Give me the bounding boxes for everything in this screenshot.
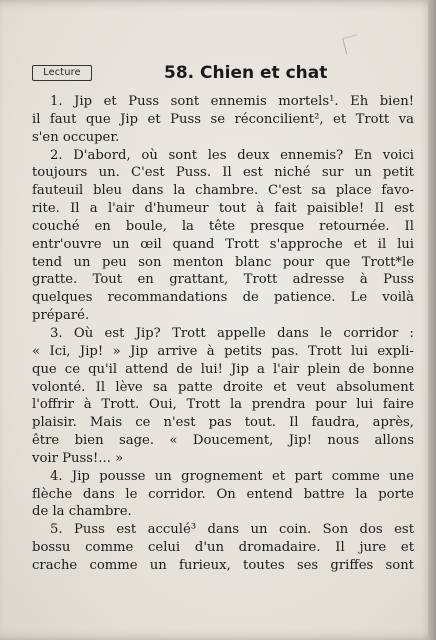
text-line: gratte. Tout en grattant, Trott adresse à Puss — [32, 272, 414, 288]
text-line: voir Puss!... » — [32, 450, 124, 466]
text-line: rite. Il a l'air d'humeur tout à fait paisible! Il est — [32, 201, 414, 217]
text-line: plaisir. Mais ce n'est pas tout. Il faudra, après, — [32, 415, 414, 431]
text-line: être bien sage. « Doucement, Jip! nous allons — [32, 433, 414, 449]
text-line: bossu comme celui d'un dromadaire. Il jure et — [32, 540, 414, 556]
text-line: entr'ouvre un œil quand Trott s'approche et il lui — [32, 236, 414, 252]
text-line: que ce qu'il attend de lui! Jip a l'air plein de bonne — [32, 361, 414, 377]
page-crease-mark — [342, 34, 361, 54]
text-line: quelques recommandations de patience. Le voilà — [32, 290, 414, 306]
text-line: 1. Jip et Puss sont ennemis mortels¹. Eh bien! — [50, 94, 414, 109]
text-body — [32, 93, 414, 575]
text-line: 5. Puss est acculé³ dans un coin. Son dos est — [50, 522, 414, 538]
text-line: 2. D'abord, où sont les deux ennemis? En voici — [50, 147, 414, 163]
text-line: s'en occuper. — [32, 129, 120, 145]
text-line: fauteuil bleu dans la chambre. C'est sa place favo- — [32, 183, 414, 199]
text-line: de la chambre. — [32, 504, 132, 520]
text-line: tend un peu son menton blanc pour que Trott*le — [32, 254, 414, 270]
text-line: préparé. — [32, 308, 90, 324]
text-line: 3. Où est Jip? Trott appelle dans le corridor : — [50, 325, 414, 341]
page-title: 58. Chien et chat — [164, 63, 328, 83]
text-line: 4. Jip pousse un grognement et part comme une — [50, 468, 414, 484]
page-edge — [428, 0, 436, 640]
text-line: crache comme un furieux, toutes ses griffes sont — [32, 557, 414, 573]
section-label-box: Lecture — [32, 65, 92, 81]
text-line: couché en boule, la tête presque retournée. Il — [32, 218, 414, 234]
text-line: volonté. Il lève sa patte droite et veut absolument — [32, 379, 414, 395]
page-header — [32, 62, 414, 86]
text-line: « Ici, Jip! » Jip arrive à petits pas. Trott lui expli- — [32, 343, 414, 359]
text-line: toujours un. C'est Puss. Il est niché sur un petit — [32, 165, 414, 181]
text-line: il faut que Jip et Puss se réconcilient², et Trott va — [32, 111, 414, 127]
text-line: flèche dans le corridor. On entend battre la porte — [32, 486, 414, 502]
text-line: l'offrir à Trott. Oui, Trott la prendra pour lui faire — [32, 397, 414, 413]
